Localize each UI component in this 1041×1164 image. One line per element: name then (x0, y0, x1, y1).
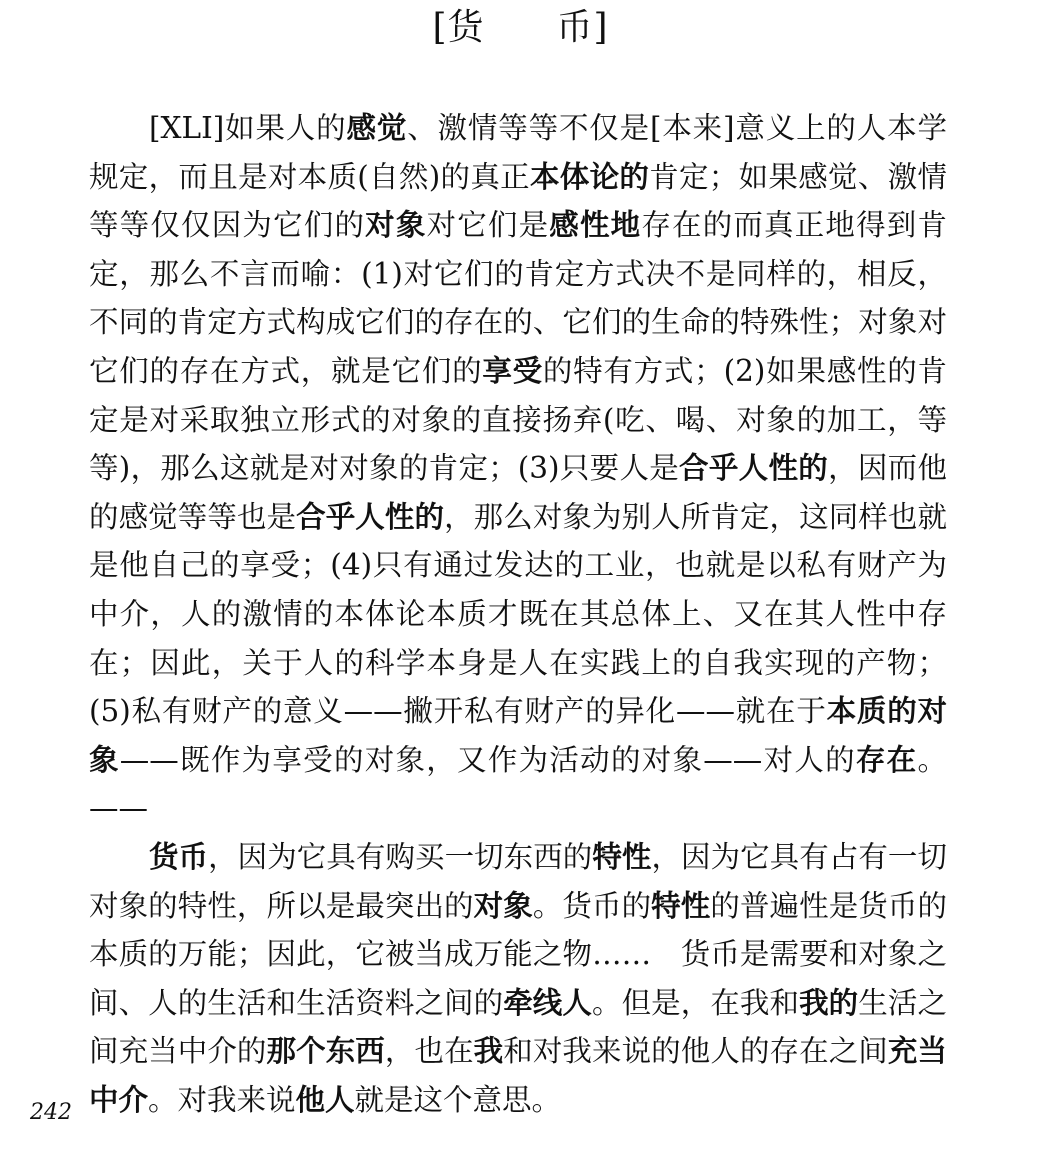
emphasis-text: 合乎人性的 (296, 498, 445, 534)
emphasis-text: 我 (473, 1033, 504, 1069)
text-run: 。—— (89, 742, 947, 826)
emphasis-text: 本体论的 (529, 158, 650, 194)
text-run: ，因为它具有占有一切对象的特性，所以是最突出的 (89, 839, 947, 923)
emphasis-text: 那个东西 (266, 1033, 385, 1069)
text-run: 。但是，在我和 (591, 985, 800, 1020)
emphasis-text: 充当中介 (89, 1033, 947, 1117)
text-run: 的特有方式；(2)如果感性的肯定是对采取独立形式的对象的直接扬弃(吃、喝、对象的加工，等等)，那么这就是对对象的肯定；(3)只要人是 (89, 353, 947, 486)
body-text (89, 104, 947, 1124)
text-run: ——既作为享受的对象，又作为活动的对象——对人的 (119, 742, 856, 777)
text-run: 的普遍性是货币的本质的万能；因此，它被当成万能之物…… 货币是需要和对象之间、人的生活和生活资料之间的 (89, 888, 947, 1020)
emphasis-text: 牵线人 (503, 984, 592, 1020)
text-run: ，也在 (384, 1034, 474, 1069)
paragraph-1 (89, 104, 947, 833)
emphasis-text: 对象 (365, 207, 427, 243)
emphasis-text: 货币 (149, 838, 209, 874)
emphasis-text: 感觉 (346, 110, 408, 145)
text-run: 。对我来说 (148, 1082, 296, 1117)
text-run: 和对我来说的他人的存在之间 (503, 1034, 888, 1069)
title-part-1: [货 (432, 7, 485, 48)
emphasis-text: 对象 (473, 887, 533, 923)
emphasis-text: 特性 (651, 887, 711, 923)
text-run: 肯定；如果感觉、激情等等仅仅因为它们的 (89, 159, 947, 243)
title-part-2: 币] (556, 7, 609, 48)
paragraph-2 (89, 833, 947, 1125)
text-run: 。货币的 (532, 888, 652, 923)
text-run: 存在的而真正地得到肯定，那么不言而喻：(1)对它们的肯定方式决不是同样的，相反，不同的肯定方式构成它们的存在的、它们的生命的特殊性；对象对它们的存在方式，就是它们的 (89, 208, 947, 388)
emphasis-text: 合乎人性的 (679, 450, 829, 486)
text-run: 、激情等等不仅是[本来]意义上的人本学规定，而且是对本质(自然)的真正 (89, 111, 947, 194)
emphasis-text: 特性 (592, 838, 652, 874)
emphasis-text: 他人 (295, 1081, 355, 1117)
text-run: ，因而他的感觉等等也是 (89, 451, 947, 534)
text-run: 就是这个意思。 (354, 1082, 562, 1117)
page-number: 242 (30, 1100, 72, 1125)
text-run: 对它们是 (426, 208, 550, 243)
text-run: ，因为它具有购买一切东西的 (208, 839, 593, 874)
emphasis-text: 享受 (482, 352, 543, 388)
text-run: [XLI]如果人的 (149, 111, 347, 145)
text-run: 生活之间充当中介的 (89, 985, 947, 1069)
emphasis-text: 感性地 (549, 207, 642, 243)
emphasis-text: 存在 (855, 741, 918, 777)
emphasis-text: 本质的对象 (89, 693, 947, 777)
text-run: ，那么对象为别人所肯定，这同样也就是他自己的享受；(4)只有通过发达的工业，也就是以私有财产为中介，人的激情的本体论本质才既在其总体上、又在其人性中存在；因此，关于人的科学本身是人在实践上的自我实现的产物；(5)私有财产的意义——撇开私有财产的异化——就在于 (89, 499, 947, 729)
emphasis-text: 我的 (799, 984, 859, 1020)
chapter-title (0, 4, 1041, 52)
